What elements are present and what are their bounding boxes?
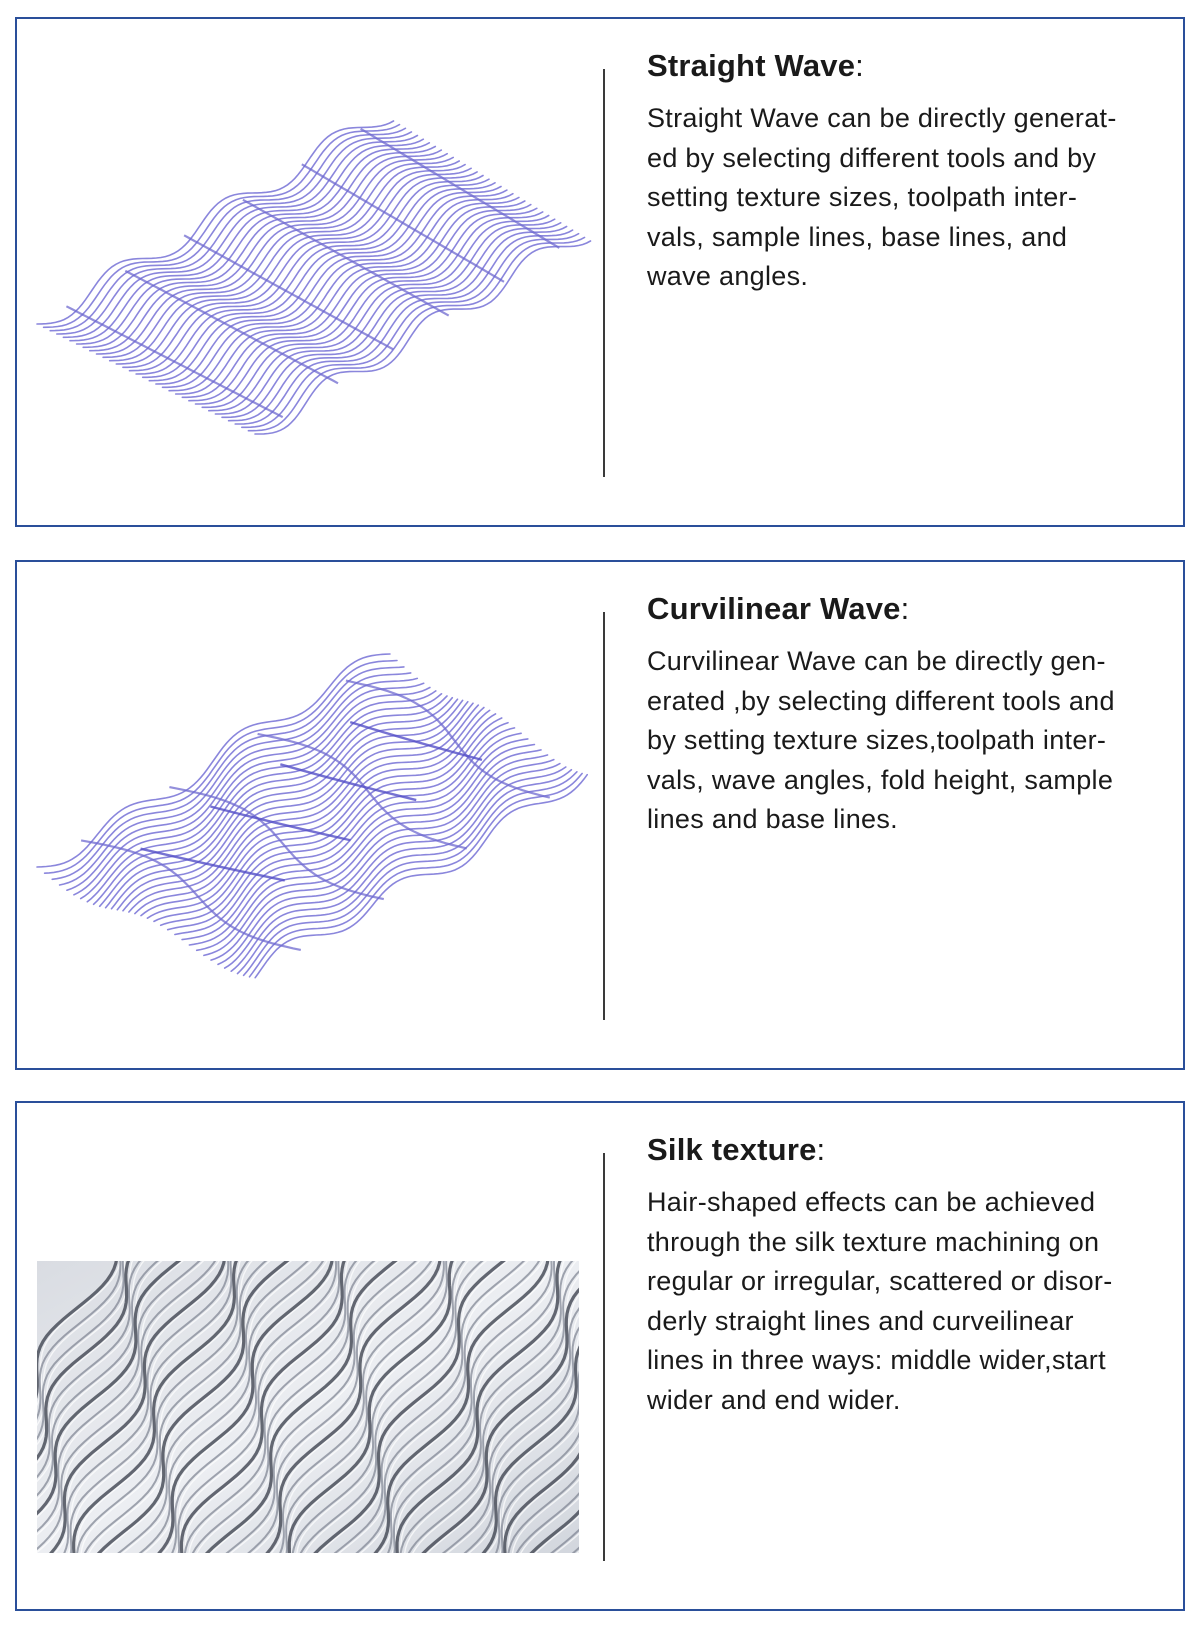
description-line: wave angles. [647,261,809,291]
wave-crest-line [258,734,467,849]
description-line: by setting texture sizes,toolpath inter- [647,725,1107,755]
silk-texture-text [647,1131,1172,1420]
description-line: regular or irregular, scattered or disor- [647,1266,1113,1296]
curvilinear-wave-image [25,612,605,1012]
wave-toolpath-line [44,125,400,328]
description-line: vals, sample lines, base lines, and [647,221,1068,252]
wave-toolpath-line [231,767,566,971]
section-description [647,1183,1172,1420]
description-line: Hair-shaped effects can be achieved [647,1187,1096,1217]
description-line: lines and base lines. [647,804,898,834]
wave-toolpath-line [37,121,394,324]
heading-colon: : [900,591,910,626]
section-heading [647,1131,1172,1169]
section-heading [647,590,1172,628]
section-title: Silk texture [647,1132,817,1167]
description-line: Curvilinear Wave can be directly gen- [647,646,1106,676]
wave-toolpath-line [123,702,468,911]
straight-wave-illustration [25,69,605,469]
description-line: through the silk texture machining on [647,1226,1100,1257]
description-line: Straight Wave can be directly generat- [647,103,1117,133]
section-heading [647,47,1172,85]
section-title: Curvilinear Wave [647,591,901,626]
wave-toolpath-line [255,775,587,978]
panel-divider [603,1153,605,1561]
panel-divider [603,612,605,1020]
straight-wave-image [25,69,605,469]
heading-colon: : [816,1132,826,1167]
straight-wave-panel [15,17,1185,527]
description-line: derly straight lines and curveilinear [647,1305,1074,1336]
description-line: wider and end wider. [647,1384,901,1415]
description-line: vals, wave angles, fold height, sample [647,764,1114,795]
wave-toolpath-line [50,128,405,330]
section-description [647,99,1172,297]
silk-texture-panel [15,1101,1185,1611]
heading-colon: : [855,48,864,83]
description-line: erated ,by selecting different tools and [647,685,1115,716]
description-line: lines in three ways: middle wider,start [647,1345,1106,1375]
wave-toolpath-line [189,739,527,945]
panel-divider [603,69,605,477]
straight-wave-text [647,47,1172,297]
silk-texture-image [25,1153,605,1553]
description-line: ed by selecting different tools and by [647,142,1097,173]
curvilinear-wave-illustration [25,612,605,1012]
description-line: setting texture sizes, toolpath inter- [647,182,1078,212]
curvilinear-wave-text [647,590,1172,840]
curvilinear-wave-panel [15,560,1185,1070]
section-title: Straight Wave [647,48,856,83]
section-description [647,642,1172,840]
wave-crest-line [361,129,560,248]
silk-texture-illustration [25,1153,605,1553]
